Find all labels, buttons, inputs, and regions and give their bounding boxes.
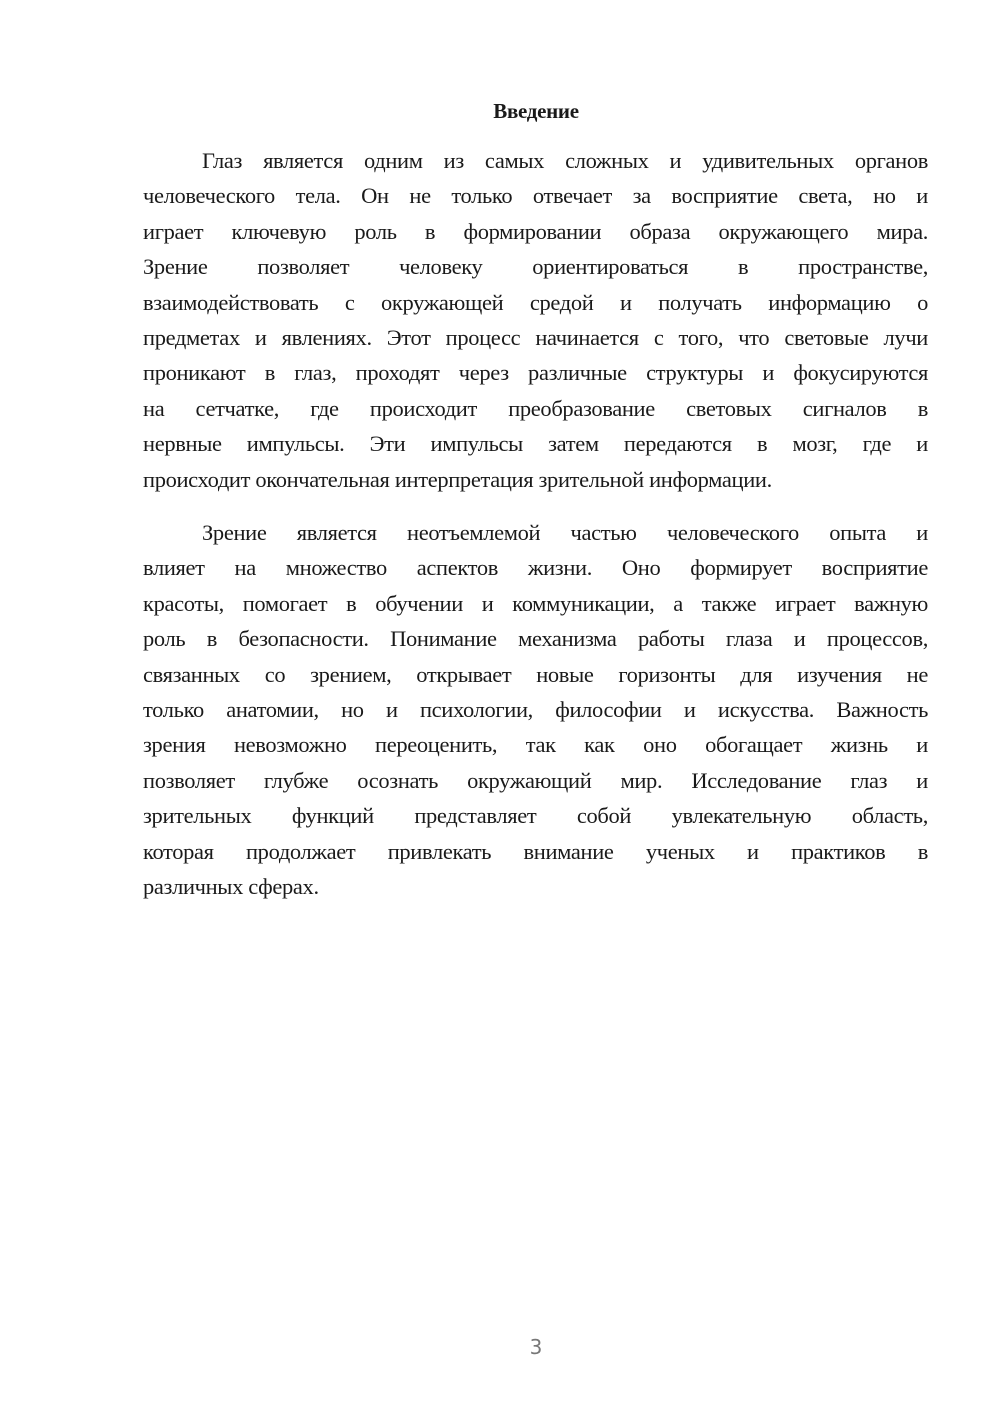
paragraph-line: связанных со зрением, открывает новые горизонты для изучения не [143,661,928,687]
paragraph-line: зрения невозможно переоценить, так как оно обогащает жизнь и [143,732,928,758]
paragraph-line: предметах и явлениях. Этот процесс начинается с того, что световые лучи [143,324,928,350]
paragraph-line: влияет на множество аспектов жизни. Оно формирует восприятие [143,555,928,581]
paragraph-line: роль в безопасности. Понимание механизма работы глаза и процессов, [143,626,928,652]
paragraph-line: Зрение позволяет человеку ориентироваться в пространстве, [143,254,928,280]
paragraph-line: взаимодействовать с окружающей средой и получать информацию о [143,289,928,315]
paragraph-line: Зрение является неотъемлемой частью человеческого опыта и [202,520,928,545]
paragraph-line: различных сферах. [143,873,319,899]
section-title: Введение [493,99,579,123]
paragraph-line: только анатомии, но и психологии, философии и искусства. Важность [143,696,928,722]
paragraph-line: зрительных функций представляет собой увлекательную область, [143,803,928,829]
paragraph-line: которая продолжает привлекать внимание ученых и практиков в [143,838,928,864]
paragraph-line: происходит окончательная интерпретация зрительной информации. [143,466,772,492]
paragraph-2 [143,515,928,904]
paragraph-line: на сетчатке, где происходит преобразование световых сигналов в [143,395,928,421]
paragraph-line: красоты, помогает в обучении и коммуникации, а также играет важную [143,590,928,616]
paragraph-line: человеческого тела. Он не только отвечает за восприятие света, но и [143,183,928,209]
paragraph-line: Глаз является одним из самых сложных и удивительных органов [202,148,928,173]
paragraph-line: позволяет глубже осознать окружающий мир. Исследование глаз и [143,767,928,793]
paragraph-line: играет ключевую роль в формировании образа окружающего мира. [143,218,928,244]
paragraph-line: проникают в глаз, проходят через различные структуры и фокусируются [143,360,928,386]
paragraph-line: нервные импульсы. Эти импульсы затем передаются в мозг, где и [143,431,928,457]
page-number: 3 [529,1335,543,1359]
paragraph-1 [143,143,928,497]
